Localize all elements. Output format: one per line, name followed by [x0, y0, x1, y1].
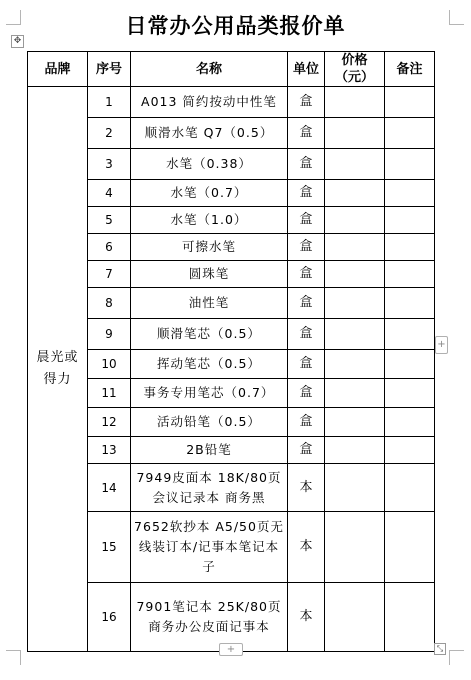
unit-cell: 本 [288, 583, 325, 652]
price-cell[interactable] [325, 319, 385, 350]
unit-cell: 盒 [288, 118, 325, 149]
name-cell: 7652软抄本 A5/50页无线装订本/记事本笔记本子 [131, 512, 288, 583]
unit-cell: 盒 [288, 207, 325, 234]
name-cell: A013 简约按动中性笔 [131, 87, 288, 118]
header-brand: 品牌 [28, 52, 88, 87]
name-cell: 7901笔记本 25K/80页商务办公皮面记事本 [131, 583, 288, 652]
seq-cell: 6 [88, 234, 131, 261]
seq-cell: 5 [88, 207, 131, 234]
table-resize-handle[interactable] [434, 643, 446, 655]
table-row [28, 87, 435, 118]
name-cell: 水笔（0.38） [131, 149, 288, 180]
price-cell[interactable] [325, 149, 385, 180]
page-title: 日常办公用品类报价单 [125, 13, 346, 38]
unit-cell: 本 [288, 512, 325, 583]
name-cell: 水笔（1.0） [131, 207, 288, 234]
unit-cell: 盒 [288, 437, 325, 464]
plus-icon: + [437, 339, 446, 350]
price-cell[interactable] [325, 180, 385, 207]
page-corner-mark-bottom-right [449, 650, 464, 665]
name-cell: 挥动笔芯（0.5） [131, 350, 288, 379]
seq-cell: 7 [88, 261, 131, 288]
note-cell[interactable] [385, 464, 435, 512]
table-row [28, 261, 435, 288]
table-row [28, 350, 435, 379]
note-cell[interactable] [385, 180, 435, 207]
unit-cell: 盒 [288, 408, 325, 437]
unit-cell: 盒 [288, 379, 325, 408]
price-cell[interactable] [325, 261, 385, 288]
unit-cell: 盒 [288, 261, 325, 288]
unit-cell: 盒 [288, 350, 325, 379]
header-name: 名称 [131, 52, 288, 87]
price-cell[interactable] [325, 583, 385, 652]
unit-cell: 盒 [288, 288, 325, 319]
seq-cell: 10 [88, 350, 131, 379]
name-cell: 2B铅笔 [131, 437, 288, 464]
table-row [28, 408, 435, 437]
page-corner-mark-bottom-left [6, 650, 21, 665]
seq-cell: 3 [88, 149, 131, 180]
table-move-handle[interactable] [11, 35, 24, 48]
name-cell: 活动铅笔（0.5） [131, 408, 288, 437]
unit-cell: 盒 [288, 149, 325, 180]
table-row [28, 464, 435, 512]
name-cell: 7949皮面本 18K/80页会议记录本 商务黑 [131, 464, 288, 512]
table-row [28, 583, 435, 652]
add-column-handle[interactable] [435, 336, 448, 354]
note-cell[interactable] [385, 234, 435, 261]
price-cell[interactable] [325, 288, 385, 319]
price-cell[interactable] [325, 464, 385, 512]
table-row [28, 379, 435, 408]
note-cell[interactable] [385, 261, 435, 288]
unit-cell: 盒 [288, 87, 325, 118]
note-cell[interactable] [385, 149, 435, 180]
plus-icon: + [226, 644, 236, 655]
header-seq: 序号 [88, 52, 131, 87]
seq-cell: 8 [88, 288, 131, 319]
name-cell: 顺滑笔芯（0.5） [131, 319, 288, 350]
note-cell[interactable] [385, 437, 435, 464]
note-cell[interactable] [385, 319, 435, 350]
seq-cell: 4 [88, 180, 131, 207]
table-row [28, 118, 435, 149]
price-cell[interactable] [325, 207, 385, 234]
table-row [28, 234, 435, 261]
seq-cell: 9 [88, 319, 131, 350]
seq-cell: 15 [88, 512, 131, 583]
note-cell[interactable] [385, 350, 435, 379]
brand-cell: 晨光或得力 [28, 87, 88, 652]
price-cell[interactable] [325, 87, 385, 118]
table-row [28, 207, 435, 234]
price-cell[interactable] [325, 118, 385, 149]
price-cell[interactable] [325, 350, 385, 379]
note-cell[interactable] [385, 288, 435, 319]
add-row-handle[interactable] [219, 643, 243, 656]
name-cell: 顺滑水笔 Q7（0.5） [131, 118, 288, 149]
price-cell[interactable] [325, 408, 385, 437]
table-row [28, 319, 435, 350]
price-cell[interactable] [325, 512, 385, 583]
header-row [28, 52, 435, 87]
name-cell: 油性笔 [131, 288, 288, 319]
resize-diagonal-icon: ⤡ [436, 644, 444, 653]
table-row [28, 180, 435, 207]
seq-cell: 13 [88, 437, 131, 464]
note-cell[interactable] [385, 87, 435, 118]
table-row [28, 149, 435, 180]
move-arrows-icon: ✥ [13, 36, 22, 46]
note-cell[interactable] [385, 118, 435, 149]
price-cell[interactable] [325, 379, 385, 408]
table-row [28, 512, 435, 583]
price-cell[interactable] [325, 437, 385, 464]
header-price: 价格（元） [325, 52, 385, 87]
name-cell: 水笔（0.7） [131, 180, 288, 207]
header-note: 备注 [385, 52, 435, 87]
unit-cell: 盒 [288, 234, 325, 261]
name-cell: 圆珠笔 [131, 261, 288, 288]
unit-cell: 本 [288, 464, 325, 512]
name-cell: 事务专用笔芯（0.7） [131, 379, 288, 408]
seq-cell: 12 [88, 408, 131, 437]
quote-table [27, 51, 435, 652]
seq-cell: 11 [88, 379, 131, 408]
unit-cell: 盒 [288, 319, 325, 350]
seq-cell: 16 [88, 583, 131, 652]
note-cell[interactable] [385, 408, 435, 437]
header-unit: 单位 [288, 52, 325, 87]
seq-cell: 14 [88, 464, 131, 512]
note-cell[interactable] [385, 379, 435, 408]
table-row [28, 288, 435, 319]
seq-cell: 2 [88, 118, 131, 149]
table-row [28, 437, 435, 464]
unit-cell: 盒 [288, 180, 325, 207]
note-cell[interactable] [385, 512, 435, 583]
seq-cell: 1 [88, 87, 131, 118]
name-cell: 可擦水笔 [131, 234, 288, 261]
note-cell[interactable] [385, 207, 435, 234]
note-cell[interactable] [385, 583, 435, 652]
price-cell[interactable] [325, 234, 385, 261]
